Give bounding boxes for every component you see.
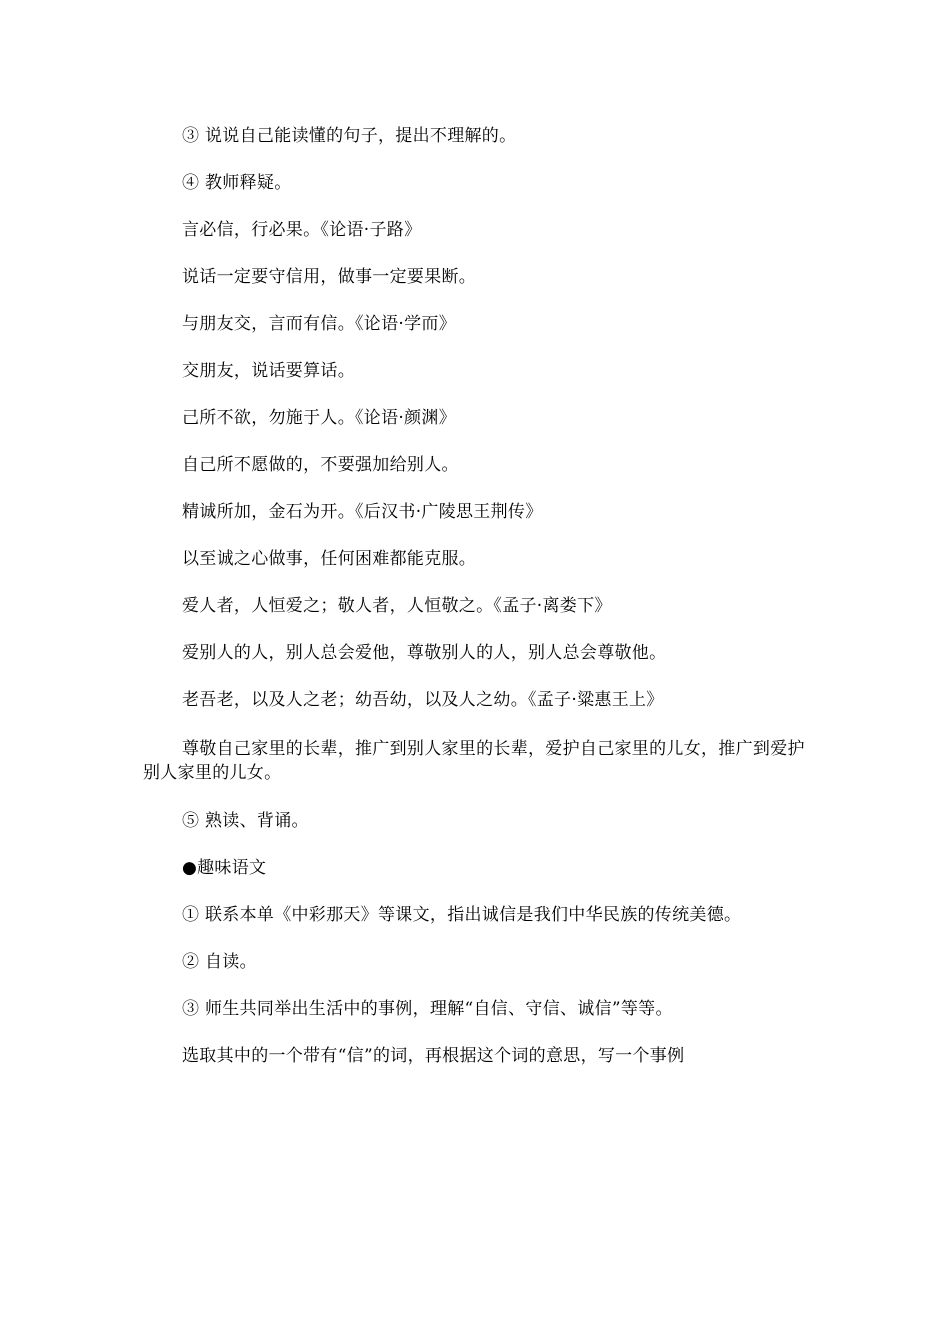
- writing-task: 选取其中的一个带有“信”的词，再根据这个词的意思，写一个事例: [182, 1046, 685, 1066]
- fun-step-1: ① 联系本单《中彩那天》等课文，指出诚信是我们中华民族的传统美德。: [182, 905, 742, 925]
- fun-step-2: ② 自读。: [182, 952, 257, 972]
- quote-lunyu-yanyuan: 己所不欲，勿施于人。《论语·颜渊》: [182, 408, 457, 428]
- quote-lunyu-xueer: 与朋友交，言而有信。《论语·学而》: [182, 314, 457, 334]
- quote-mengzi-lilou: 爱人者，人恒爱之；敬人者，人恒敬之。《孟子·离娄下》: [182, 596, 612, 616]
- fun-step-3: ③ 师生共同举出生活中的事例，理解“自信、守信、诚信”等等。: [182, 999, 673, 1019]
- explanation-1: 说话一定要守信用，做事一定要果断。: [182, 267, 477, 287]
- quote-lunyu-zilu: 言必信，行必果。《论语·子路》: [182, 220, 422, 240]
- quote-mengzi-lianghui: 老吾老，以及人之老；幼吾幼，以及人之幼。《孟子·粱惠王上》: [182, 690, 664, 710]
- section-heading-fun-chinese: ●趣味语文: [182, 858, 267, 878]
- explanation-6: 尊敬自己家里的长辈，推广到别人家里的长辈，爱护自己家里的儿女，推广到爱护别人家里的儿女。: [143, 739, 805, 783]
- explanation-2: 交朋友，说话要算话。: [182, 361, 355, 381]
- paragraph-step-3: ③ 说说自己能读懂的句子，提出不理解的。: [182, 126, 517, 146]
- explanation-4: 以至诚之心做事，任何困难都能克服。: [182, 549, 477, 569]
- paragraph-step-4: ④ 教师释疑。: [182, 173, 292, 193]
- paragraph-step-5: ⑤ 熟读、背诵。: [182, 811, 309, 831]
- explanation-3: 自己所不愿做的，不要强加给别人。: [182, 455, 459, 475]
- quote-houhanshu: 精诚所加，金石为开。《后汉书·广陵思王荆传》: [182, 502, 543, 522]
- explanation-5: 爱别人的人，别人总会爱他，尊敬别人的人，别人总会尊敬他。: [182, 643, 667, 663]
